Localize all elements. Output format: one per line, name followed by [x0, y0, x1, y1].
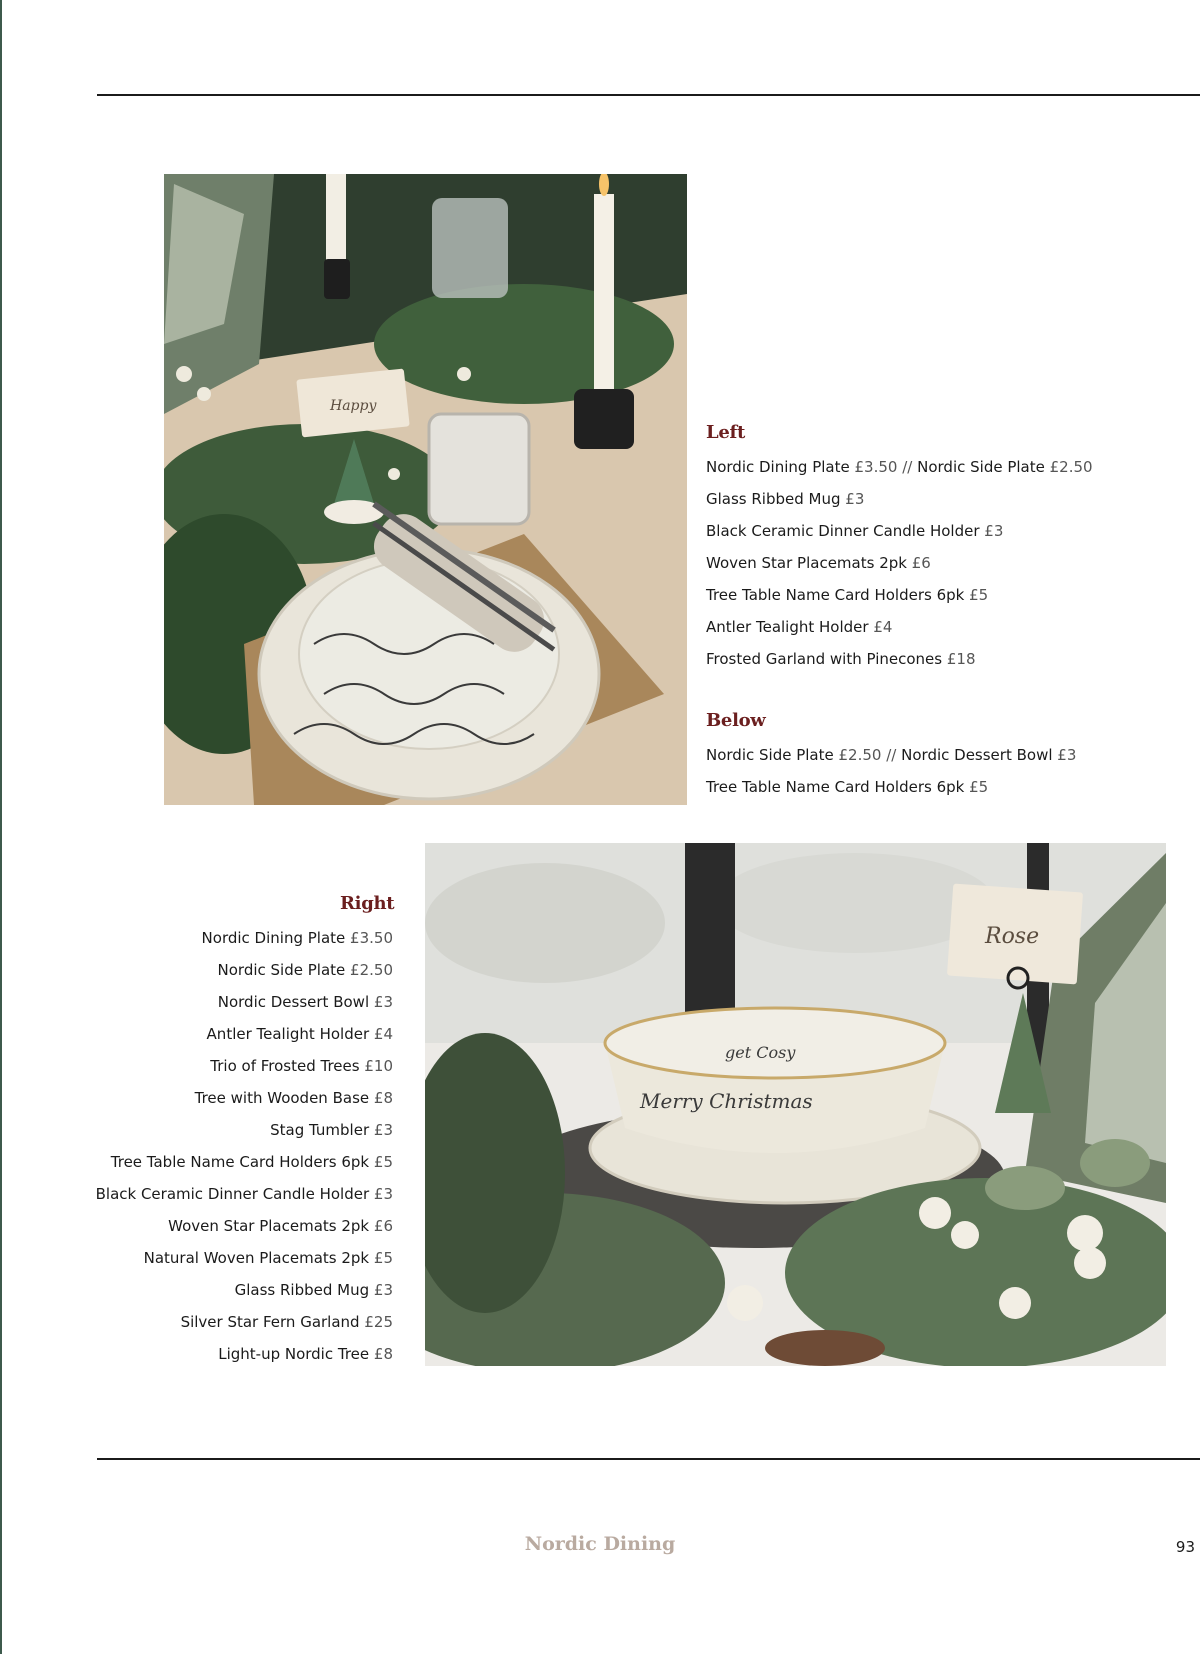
product-price: £2.50: [1049, 458, 1093, 476]
product-name: Glass Ribbed Mug: [706, 490, 841, 508]
product-price: £3: [845, 490, 865, 508]
product-name: Black Ceramic Dinner Candle Holder: [95, 1185, 370, 1203]
list-item: [706, 515, 1093, 547]
product-price: £8: [373, 1089, 393, 1107]
product-name: Antler Tealight Holder: [706, 618, 869, 636]
product-name: Glass Ribbed Mug: [234, 1281, 370, 1299]
below-section-title: Below: [706, 710, 766, 731]
list-item: [706, 547, 1093, 579]
below-product-list: [706, 739, 1076, 803]
product-name: Nordic Side Plate: [917, 458, 1045, 476]
list-item: [706, 483, 1093, 515]
dessert-bowl-photo: [425, 843, 1166, 1366]
product-price: £3: [373, 1281, 393, 1299]
product-name: Nordic Side Plate: [706, 746, 834, 764]
product-price: £4: [373, 1025, 393, 1043]
product-name: Light-up Nordic Tree: [218, 1345, 370, 1363]
bowl-script-text: get Cosy: [725, 1043, 796, 1062]
list-item: [20, 1082, 393, 1114]
product-price: £6: [911, 554, 931, 572]
list-item: [706, 451, 1093, 483]
product-price: £5: [969, 586, 989, 604]
product-name: Nordic Dining Plate: [201, 929, 346, 947]
bottom-rule: [97, 1458, 1200, 1460]
plate-script-text: Merry Christmas: [640, 1089, 813, 1113]
card-script-text: Happy: [330, 398, 377, 414]
table-setting-photo: [164, 174, 687, 805]
left-product-list: [706, 451, 1093, 675]
product-name: Nordic Side Plate: [217, 961, 346, 979]
product-price: £3: [1057, 746, 1077, 764]
product-price: £3: [984, 522, 1004, 540]
product-name: Nordic Dessert Bowl: [217, 993, 370, 1011]
left-section-title: Left: [706, 422, 745, 443]
product-name: Silver Star Fern Garland: [180, 1313, 360, 1331]
list-item: [20, 922, 393, 954]
product-price: £8: [373, 1345, 393, 1363]
right-product-list: [20, 922, 393, 1370]
item-separator: //: [886, 746, 897, 764]
product-price: £2.50: [350, 961, 393, 979]
product-name: Natural Woven Placemats 2pk: [143, 1249, 370, 1267]
product-price: £18: [946, 650, 976, 668]
list-item: [20, 1242, 393, 1274]
list-item: [20, 1274, 393, 1306]
product-price: £3.50: [854, 458, 898, 476]
product-name: Tree Table Name Card Holders 6pk: [706, 778, 965, 796]
product-price: £6: [373, 1217, 393, 1235]
list-item: [706, 579, 1093, 611]
list-item: [706, 739, 1076, 771]
list-item: [706, 643, 1093, 675]
product-name: Woven Star Placemats 2pk: [168, 1217, 370, 1235]
product-price: £25: [364, 1313, 393, 1331]
product-name: Nordic Dining Plate: [706, 458, 850, 476]
list-item: [20, 1306, 393, 1338]
product-price: £3: [373, 1185, 393, 1203]
product-name: Nordic Dessert Bowl: [901, 746, 1053, 764]
product-name: Black Ceramic Dinner Candle Holder: [706, 522, 980, 540]
product-price: £5: [373, 1153, 393, 1171]
product-name: Tree Table Name Card Holders 6pk: [110, 1153, 370, 1171]
product-price: £3: [373, 993, 393, 1011]
top-rule: [97, 94, 1200, 96]
product-price: £3.50: [350, 929, 393, 947]
list-item: [20, 1210, 393, 1242]
list-item: [20, 1114, 393, 1146]
footer-section-title: Nordic Dining: [524, 1533, 676, 1555]
right-section-title: Right: [340, 893, 395, 914]
list-item: [706, 611, 1093, 643]
product-price: £3: [373, 1121, 393, 1139]
list-item: [20, 1178, 393, 1210]
product-price: £5: [969, 778, 989, 796]
product-name: Stag Tumbler: [270, 1121, 370, 1139]
list-item: [20, 986, 393, 1018]
product-name: Antler Tealight Holder: [206, 1025, 370, 1043]
list-item: [20, 1338, 393, 1370]
list-item: [20, 1018, 393, 1050]
card-script-text: Rose: [985, 924, 1040, 949]
page-edge-strip: [0, 0, 2, 1654]
item-separator: //: [902, 458, 913, 476]
product-name: Woven Star Placemats 2pk: [706, 554, 907, 572]
product-name: Tree Table Name Card Holders 6pk: [706, 586, 965, 604]
product-price: £4: [873, 618, 893, 636]
product-price: £10: [364, 1057, 393, 1075]
product-price: £5: [373, 1249, 393, 1267]
product-name: Tree with Wooden Base: [194, 1089, 370, 1107]
product-name: Trio of Frosted Trees: [210, 1057, 360, 1075]
page-number: 93: [1175, 1538, 1195, 1556]
product-name: Frosted Garland with Pinecones: [706, 650, 943, 668]
list-item: [20, 954, 393, 986]
list-item: [20, 1050, 393, 1082]
product-price: £2.50: [838, 746, 882, 764]
list-item: [20, 1146, 393, 1178]
list-item: [706, 771, 1076, 803]
